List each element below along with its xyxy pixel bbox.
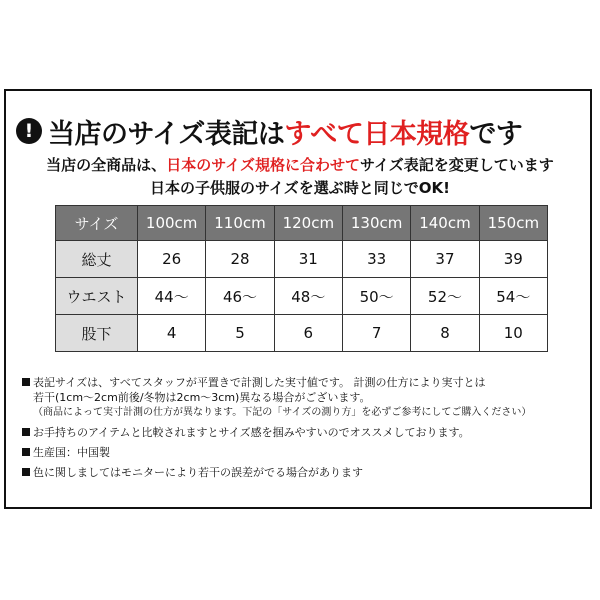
note-text: 生産国：中国製 xyxy=(33,446,110,459)
table-cell: 8 xyxy=(411,315,479,352)
exclamation-icon: ! xyxy=(16,118,42,144)
note-measurement-continued: 若干(1cm〜2cm前後/冬物は2cm〜3cm)異なる場合がございます。 xyxy=(33,391,371,404)
table-cell: 31 xyxy=(274,241,342,278)
subtitle-line-2: 日本の子供服のサイズを選ぶ時と同じでOK! xyxy=(149,179,451,197)
row-label: ウエスト xyxy=(56,278,138,315)
bullet-square-icon xyxy=(22,428,30,436)
table-cell: 48〜 xyxy=(274,278,342,315)
subtitle-prefix: 当店の全商品は、 xyxy=(46,156,167,174)
note-text: 色に関しましてはモニターにより若干の誤差がでる場合があります xyxy=(33,466,363,479)
note-origin xyxy=(22,445,582,460)
headline-highlight: すべて日本規格 xyxy=(284,118,470,150)
table-cell: 10 xyxy=(479,315,547,352)
table-cell: 37 xyxy=(411,241,479,278)
table-cell: 5 xyxy=(206,315,274,352)
bullet-square-icon xyxy=(22,468,30,476)
headline-suffix: です xyxy=(469,118,523,150)
headline xyxy=(16,114,522,148)
headline-text: 当店のサイズ表記は xyxy=(48,118,285,150)
size-table-header-row xyxy=(56,206,548,241)
table-cell: 33 xyxy=(342,241,410,278)
subtitle-line-1 xyxy=(0,154,600,175)
table-cell: 26 xyxy=(138,241,206,278)
subtitle-highlight: 日本のサイズ規格に合わせて xyxy=(166,156,360,174)
table-cell: 39 xyxy=(479,241,547,278)
table-cell: 4 xyxy=(138,315,206,352)
note-measurement xyxy=(22,375,582,390)
column-header: 120cm xyxy=(274,206,342,241)
table-row xyxy=(56,278,548,315)
table-cell: 7 xyxy=(342,315,410,352)
note-color xyxy=(22,465,582,480)
table-cell: 52〜 xyxy=(411,278,479,315)
column-header: 100cm xyxy=(138,206,206,241)
bullet-square-icon xyxy=(22,448,30,456)
row-label: 股下 xyxy=(56,315,138,352)
column-header: サイズ xyxy=(56,206,138,241)
note-measurement-caveat: （商品によって実寸計測の仕方が異なります。下記の「サイズの測り方」を必ずご参考にしてご購入ください） xyxy=(33,407,532,418)
table-cell: 44〜 xyxy=(138,278,206,315)
notes xyxy=(22,375,582,480)
row-label: 総丈 xyxy=(56,241,138,278)
note-text: 表記サイズは、すべてスタッフが平置きで計測した実寸値です。 計測の仕方により実寸とは xyxy=(33,376,486,389)
table-cell: 54〜 xyxy=(479,278,547,315)
size-table xyxy=(55,205,548,352)
note-comparison xyxy=(22,425,582,440)
column-header: 150cm xyxy=(479,206,547,241)
column-header: 110cm xyxy=(206,206,274,241)
table-row xyxy=(56,241,548,278)
table-cell: 6 xyxy=(274,315,342,352)
column-header: 130cm xyxy=(342,206,410,241)
table-row xyxy=(56,315,548,352)
bullet-square-icon xyxy=(22,378,30,386)
table-cell: 46〜 xyxy=(206,278,274,315)
subtitle-suffix: サイズ表記を変更しています xyxy=(360,156,554,174)
table-cell: 50〜 xyxy=(342,278,410,315)
column-header: 140cm xyxy=(411,206,479,241)
table-cell: 28 xyxy=(206,241,274,278)
note-text: お手持ちのアイテムと比較されますとサイズ感を掴みやすいのでオススメしております。 xyxy=(33,426,470,439)
